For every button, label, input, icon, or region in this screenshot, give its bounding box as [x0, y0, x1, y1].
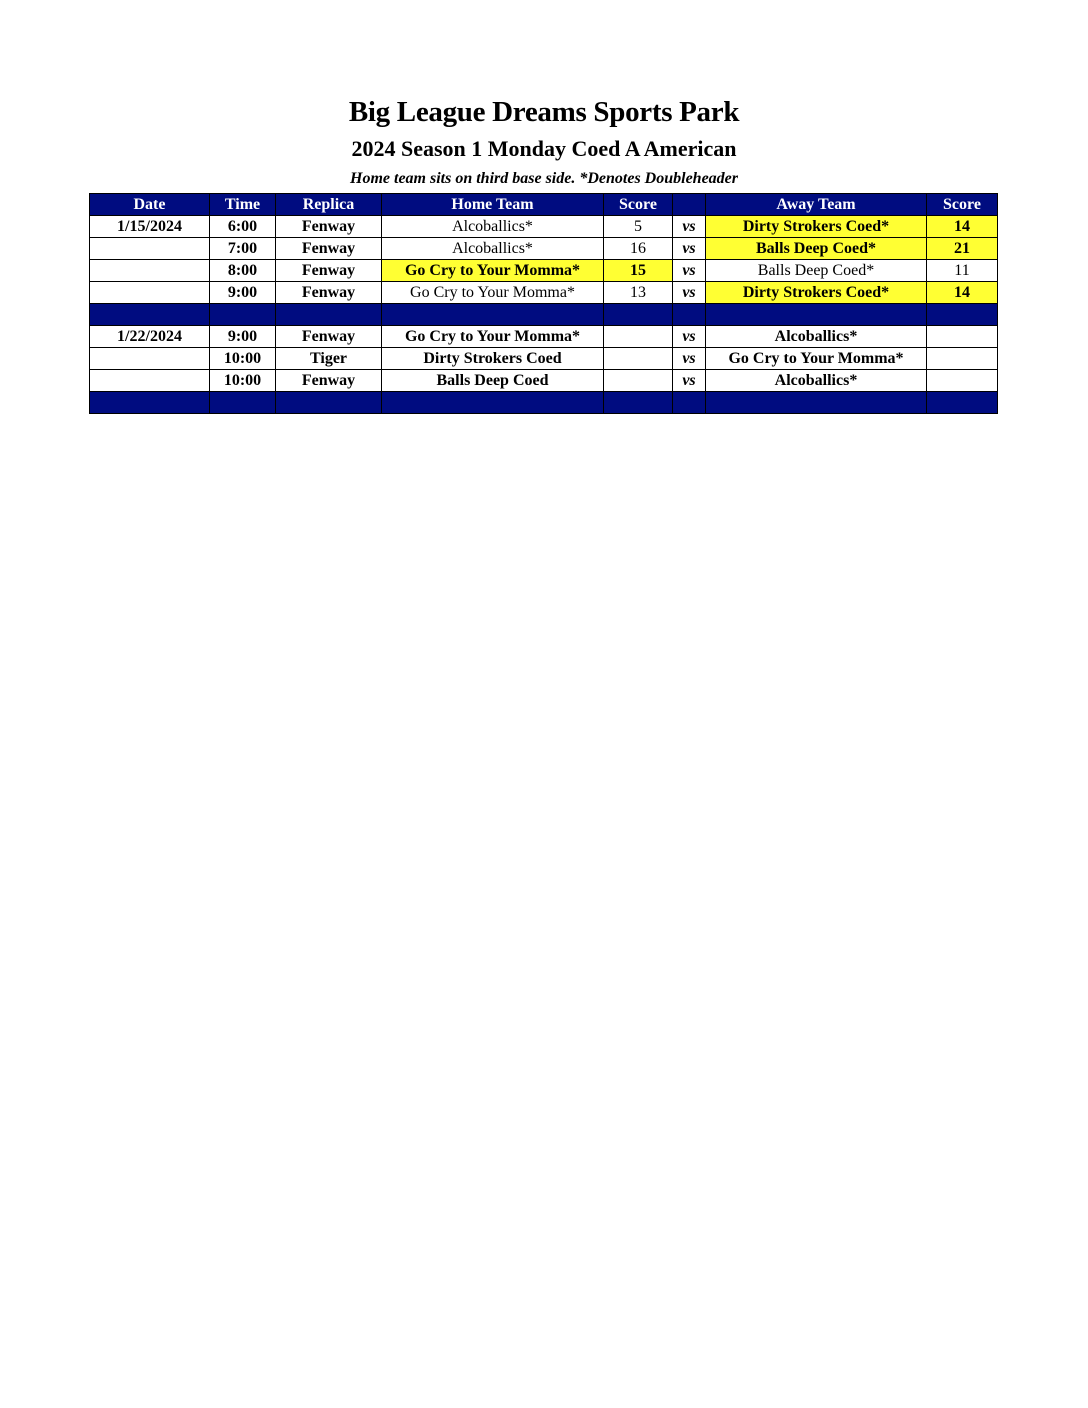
- cell-home-team: Go Cry to Your Momma*: [382, 326, 604, 348]
- cell-vs: vs: [673, 282, 706, 304]
- cell-date: 1/22/2024: [90, 326, 210, 348]
- table-row: [90, 370, 998, 392]
- cell-away-score: 14: [927, 216, 998, 238]
- cell-away-score: 21: [927, 238, 998, 260]
- cell-replica: Fenway: [276, 238, 382, 260]
- table-row: [90, 348, 998, 370]
- column-header-home-team: Home Team: [382, 194, 604, 216]
- table-row: [90, 282, 998, 304]
- table-separator-row: [90, 392, 998, 414]
- cell-away-score: [927, 370, 998, 392]
- cell-home-score: 13: [604, 282, 673, 304]
- cell-date: [90, 238, 210, 260]
- schedule-note: Home team sits on third base side. *Denotes Doubleheader: [350, 170, 738, 187]
- page-subtitle: 2024 Season 1 Monday Coed A American: [351, 136, 737, 161]
- table-row: [90, 260, 998, 282]
- cell-away-team: Alcoballics*: [706, 326, 927, 348]
- cell-replica: Fenway: [276, 370, 382, 392]
- cell-away-score: [927, 326, 998, 348]
- cell-away-team: Go Cry to Your Momma*: [706, 348, 927, 370]
- column-header-replica: Replica: [276, 194, 382, 216]
- cell-home-team: Balls Deep Coed: [382, 370, 604, 392]
- cell-home-score: 15: [604, 260, 673, 282]
- cell-vs: vs: [673, 326, 706, 348]
- cell-time: 10:00: [210, 348, 276, 370]
- cell-time: 9:00: [210, 282, 276, 304]
- schedule-table: [89, 193, 998, 414]
- cell-vs: vs: [673, 348, 706, 370]
- cell-home-score: [604, 348, 673, 370]
- column-header-vs: [673, 194, 706, 216]
- cell-date: [90, 260, 210, 282]
- column-header-away-team: Away Team: [706, 194, 927, 216]
- cell-vs: vs: [673, 370, 706, 392]
- table-separator-row: [90, 304, 998, 326]
- column-header-home-score: Score: [604, 194, 673, 216]
- cell-home-score: [604, 370, 673, 392]
- cell-time: 7:00: [210, 238, 276, 260]
- cell-replica: Fenway: [276, 216, 382, 238]
- cell-home-team: Alcoballics*: [382, 238, 604, 260]
- cell-away-team: Balls Deep Coed*: [706, 238, 927, 260]
- cell-home-team: Go Cry to Your Momma*: [382, 282, 604, 304]
- cell-replica: Fenway: [276, 282, 382, 304]
- cell-away-score: [927, 348, 998, 370]
- cell-away-team: Dirty Strokers Coed*: [706, 282, 927, 304]
- cell-replica: Fenway: [276, 326, 382, 348]
- cell-date: [90, 348, 210, 370]
- page-title: Big League Dreams Sports Park: [348, 96, 740, 128]
- cell-date: [90, 282, 210, 304]
- cell-vs: vs: [673, 238, 706, 260]
- cell-away-team: Dirty Strokers Coed*: [706, 216, 927, 238]
- cell-home-team: Alcoballics*: [382, 216, 604, 238]
- cell-away-score: 14: [927, 282, 998, 304]
- column-header-away-score: Score: [927, 194, 998, 216]
- cell-vs: vs: [673, 260, 706, 282]
- cell-time: 6:00: [210, 216, 276, 238]
- cell-time: 8:00: [210, 260, 276, 282]
- table-row: [90, 238, 998, 260]
- table-header-row: [90, 194, 998, 216]
- cell-home-score: 5: [604, 216, 673, 238]
- cell-date: [90, 370, 210, 392]
- column-header-time: Time: [210, 194, 276, 216]
- cell-replica: Fenway: [276, 260, 382, 282]
- cell-home-team: Dirty Strokers Coed: [382, 348, 604, 370]
- cell-home-score: 16: [604, 238, 673, 260]
- cell-home-score: [604, 326, 673, 348]
- column-header-date: Date: [90, 194, 210, 216]
- cell-away-score: 11: [927, 260, 998, 282]
- cell-time: 9:00: [210, 326, 276, 348]
- cell-away-team: Alcoballics*: [706, 370, 927, 392]
- cell-time: 10:00: [210, 370, 276, 392]
- cell-vs: vs: [673, 216, 706, 238]
- cell-replica: Tiger: [276, 348, 382, 370]
- cell-home-team: Go Cry to Your Momma*: [382, 260, 604, 282]
- table-row: [90, 326, 998, 348]
- cell-date: 1/15/2024: [90, 216, 210, 238]
- table-row: [90, 216, 998, 238]
- cell-away-team: Balls Deep Coed*: [706, 260, 927, 282]
